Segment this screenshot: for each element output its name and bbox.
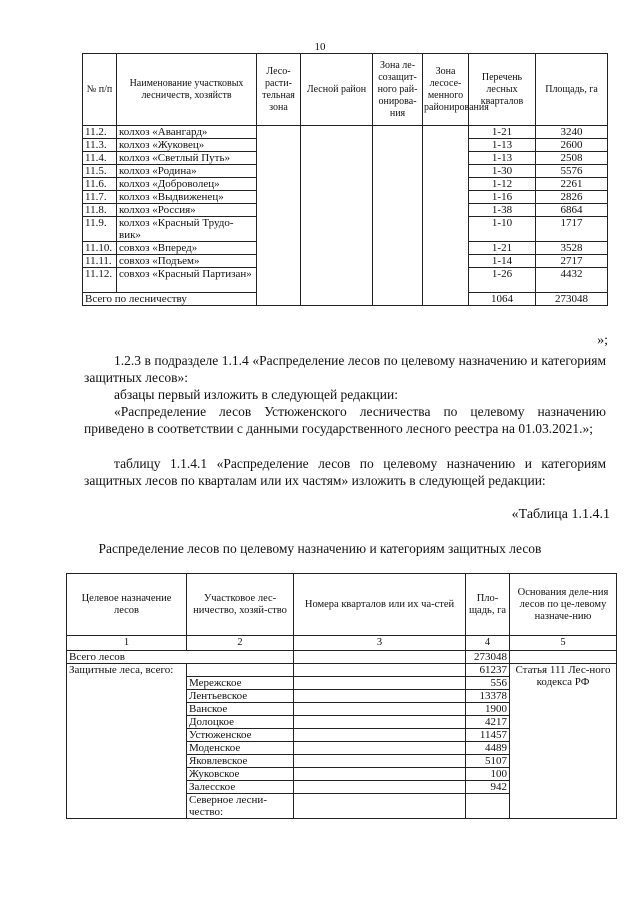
- row-area: 4217: [466, 716, 510, 729]
- col-number: 1: [67, 636, 187, 651]
- row-quarters: 1-12: [469, 178, 536, 191]
- row-area: 3240: [536, 126, 608, 139]
- row-number: 11.9.: [83, 217, 117, 242]
- row-forestry: Долоцкое: [187, 716, 294, 729]
- row-name: колхоз «Выдвиженец»: [117, 191, 257, 204]
- row-forestry: Жуковское: [187, 768, 294, 781]
- row-area: 2717: [536, 255, 608, 268]
- paragraph-instruction: абзацы первый изложить в следующей редакции:: [114, 387, 398, 402]
- total-quarters: 1064: [469, 293, 536, 306]
- row-quarters: [294, 703, 466, 716]
- table-caption: Распределение лесов по целевому назначению и категориям защитных лесов: [98, 541, 542, 556]
- header-forest-district: Лесной район: [301, 54, 373, 126]
- empty-cell: [294, 664, 466, 677]
- row-area: 556: [466, 677, 510, 690]
- row-quarters: [294, 794, 466, 819]
- row-area: 13378: [466, 690, 510, 703]
- header-veg-zone: Лесо-расти-тельная зона: [257, 54, 301, 126]
- table-reference: «Таблица 1.1.4.1: [511, 507, 610, 522]
- col-number: 5: [510, 636, 617, 651]
- header-basis: Основания деле-ния лесов по це-левому назначе-нию: [510, 574, 617, 636]
- protective-label: Защитные леса, всего:: [67, 664, 187, 819]
- empty-cell: [187, 664, 294, 677]
- row-area: 2261: [536, 178, 608, 191]
- table-row: [83, 126, 608, 139]
- row-name: совхоз «Красный Партизан»: [117, 268, 257, 293]
- header-number: № п/п: [83, 54, 117, 126]
- row-number: 11.10.: [83, 242, 117, 255]
- distribution-table: [66, 573, 617, 819]
- protection-zone-cell: [373, 126, 423, 306]
- col-number: 4: [466, 636, 510, 651]
- row-area: 5576: [536, 165, 608, 178]
- row-number: 11.8.: [83, 204, 117, 217]
- row-number: 11.11.: [83, 255, 117, 268]
- row-quarters: [294, 768, 466, 781]
- row-number: 11.12.: [83, 268, 117, 293]
- row-name: колхоз «Светлый Путь»: [117, 152, 257, 165]
- row-quarters: 1-21: [469, 126, 536, 139]
- veg-zone-cell: [257, 126, 301, 306]
- row-name: колхоз «Россия»: [117, 204, 257, 217]
- header-name: Наименование участковых лесничеств, хозяйств: [117, 54, 257, 126]
- header-quarters: Перечень лесных кварталов: [469, 54, 536, 126]
- forestry-table: [82, 53, 608, 306]
- row-quarters: [294, 729, 466, 742]
- row-name: совхоз «Подъем»: [117, 255, 257, 268]
- header-protection-zone: Зона ле-созащит-ного рай-онирова-ния: [373, 54, 423, 126]
- row-number: 11.5.: [83, 165, 117, 178]
- row-quarters: [294, 781, 466, 794]
- protective-basis: Статья 111 Лес-ного кодекса РФ: [510, 664, 617, 819]
- row-name: колхоз «Красный Трудо-вик»: [117, 217, 257, 242]
- header-seed-zone: Зона лесосе-менного районирования: [423, 54, 469, 126]
- row-quarters: 1-26: [469, 268, 536, 293]
- header-quarter-numbers: Номера кварталов или их ча-стей: [294, 574, 466, 636]
- row-quarters: [294, 690, 466, 703]
- col-number: 2: [187, 636, 294, 651]
- total-label: Всего по лесничеству: [83, 293, 257, 306]
- row-quarters: 1-10: [469, 217, 536, 242]
- quote-close: »;: [597, 333, 608, 348]
- row-area: 4489: [466, 742, 510, 755]
- row-number: 11.7.: [83, 191, 117, 204]
- all-forests-row: [67, 651, 617, 664]
- header-area: Пло-щадь, га: [466, 574, 510, 636]
- paragraph-new-text: «Распределение лесов Устюженского лесничества по целевому назначению приведено в соответствии с данными государственного лесного реестра на 01.03.2021.»;: [84, 404, 606, 436]
- row-number: 11.3.: [83, 139, 117, 152]
- row-quarters: [294, 716, 466, 729]
- row-number: 11.6.: [83, 178, 117, 191]
- row-forestry: Залесское: [187, 781, 294, 794]
- row-name: колхоз «Родина»: [117, 165, 257, 178]
- row-area: 2826: [536, 191, 608, 204]
- protective-row: [67, 664, 617, 677]
- district-cell: [301, 126, 373, 306]
- row-quarters: 1-13: [469, 152, 536, 165]
- row-area: 4432: [536, 268, 608, 293]
- protective-area: 61237: [466, 664, 510, 677]
- paragraph-table-instruction: таблицу 1.1.4.1 «Распределение лесов по целевому назначению и категориям защитных лесов по кварталам или их частям» изложить в следующей редакции:: [84, 456, 606, 488]
- row-area: 3528: [536, 242, 608, 255]
- header-forestry: Участковое лес-ничество, хозяй-ство: [187, 574, 294, 636]
- row-quarters: 1-13: [469, 139, 536, 152]
- row-name: колхоз «Авангард»: [117, 126, 257, 139]
- header-area: Площадь, га: [536, 54, 608, 126]
- row-number: 11.4.: [83, 152, 117, 165]
- row-forestry: Северное лесни-чество:: [187, 794, 294, 819]
- empty-cell: [294, 651, 466, 664]
- empty-cell: [510, 651, 617, 664]
- row-quarters: [294, 677, 466, 690]
- row-area: 100: [466, 768, 510, 781]
- row-quarters: 1-16: [469, 191, 536, 204]
- all-forests-label: Всего лесов: [67, 651, 294, 664]
- row-forestry: Ванское: [187, 703, 294, 716]
- row-quarters: 1-14: [469, 255, 536, 268]
- row-quarters: 1-38: [469, 204, 536, 217]
- col-number: 3: [294, 636, 466, 651]
- row-forestry: Моденское: [187, 742, 294, 755]
- header-purpose: Целевое назначение лесов: [67, 574, 187, 636]
- row-area: 11457: [466, 729, 510, 742]
- row-name: колхоз «Жуковец»: [117, 139, 257, 152]
- row-area: 5107: [466, 755, 510, 768]
- row-area: [466, 794, 510, 819]
- row-name: совхоз «Вперед»: [117, 242, 257, 255]
- paragraph-subsection: 1.2.3 в подразделе 1.1.4 «Распределение лесов по целевому назначению и категориям защитных лесов»:: [84, 353, 606, 385]
- row-area: 6864: [536, 204, 608, 217]
- row-quarters: [294, 755, 466, 768]
- row-area: 2508: [536, 152, 608, 165]
- row-area: 1717: [536, 217, 608, 242]
- row-name: колхоз «Доброволец»: [117, 178, 257, 191]
- row-quarters: 1-30: [469, 165, 536, 178]
- row-number: 11.2.: [83, 126, 117, 139]
- row-forestry: Лентьевское: [187, 690, 294, 703]
- row-area: 2600: [536, 139, 608, 152]
- row-area: 1900: [466, 703, 510, 716]
- seed-zone-cell: [423, 126, 469, 306]
- row-forestry: Мережское: [187, 677, 294, 690]
- total-area: 273048: [536, 293, 608, 306]
- all-forests-area: 273048: [466, 651, 510, 664]
- row-quarters: 1-21: [469, 242, 536, 255]
- row-area: 942: [466, 781, 510, 794]
- row-forestry: Устюженское: [187, 729, 294, 742]
- row-quarters: [294, 742, 466, 755]
- page-number: 10: [314, 41, 326, 53]
- row-forestry: Яковлевское: [187, 755, 294, 768]
